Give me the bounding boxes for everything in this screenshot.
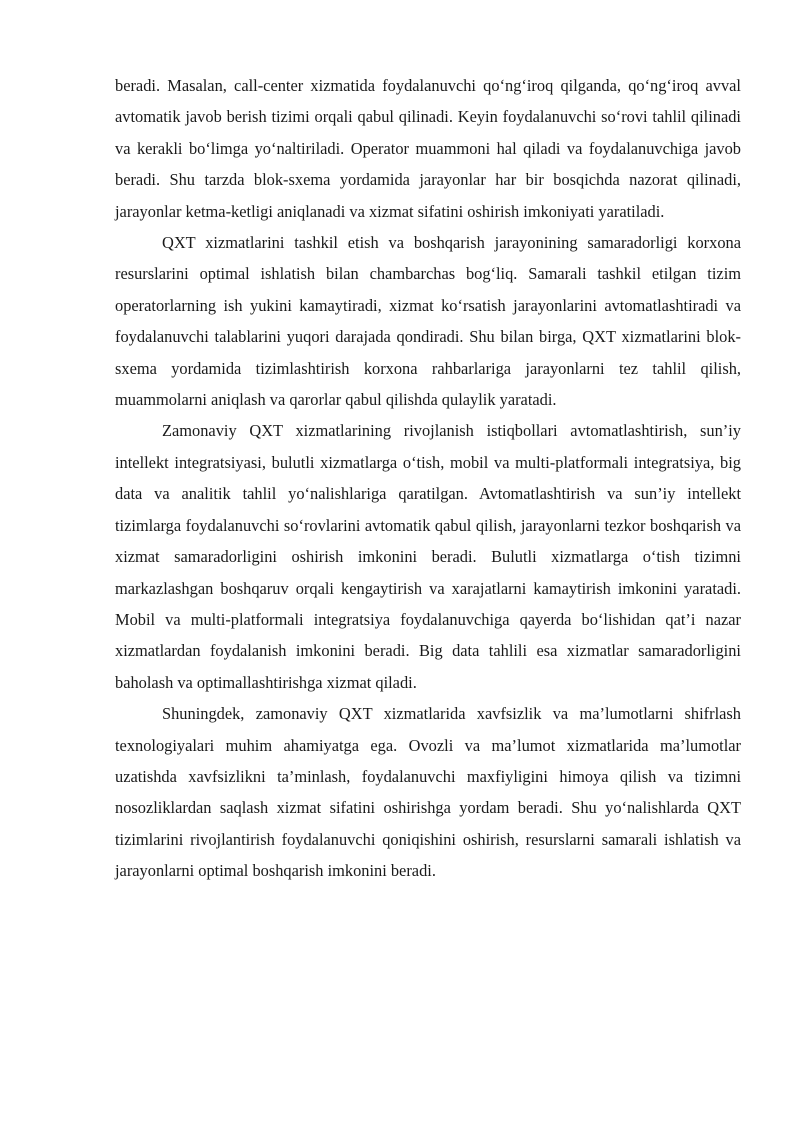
document-page [115, 70, 741, 887]
paragraph-2: QXT xizmatlarini tashkil etish va boshqarish jarayonining samaradorligi korxona resurslarini optimal ishlatish bilan chambarchas bog‘liq. Samarali tashkil etilgan tizim operatorlarning ish yukini kamaytiradi, xizmat ko‘rsatish jarayonlarini avtomatlashtiradi va foydalanuvchi talablarini yuqori darajada qondiradi. Shu bilan birga, QXT xizmatlarini blok-sxema yordamida tizimlashtirish korxona rahbarlariga jarayonlarni tez tahlil qilish, muammolarni aniqlash va qarorlar qabul qilishda qulaylik yaratadi. [115, 233, 741, 410]
paragraph-4: Shuningdek, zamonaviy QXT xizmatlarida xavfsizlik va ma’lumotlarni shifrlash texnologiyalari muhim ahamiyatga ega. Ovozli va ma’lumot xizmatlarida ma’lumotlar uzatishda xavfsizlikni ta’minlash, foydalanuvchi maxfiyligini himoya qilish va tizimni nosozliklardan saqlash xizmat sifatini oshirishga yordam beradi. Shu yo‘nalishlarda QXT tizimlarini rivojlantirish foydalanuvchi qoniqishini oshirish, resurslarni samarali ishlatish va jarayonlarni optimal boshqarish imkonini beradi. [115, 704, 741, 881]
paragraph-1: beradi. Masalan, call-center xizmatida foydalanuvchi qo‘ng‘iroq qilganda, qo‘ng‘iroq avval avtomatik javob berish tizimi orqali qabul qilinadi. Keyin foydalanuvchi so‘rovi tahlil qilinadi va kerakli bo‘limga yo‘naltiriladi. Operator muammoni hal qiladi va foydalanuvchiga javob beradi. Shu tarzda blok-sxema yordamida jarayonlar har bir bosqichda nazorat qilinadi, jarayonlar ketma-ketligi aniqlanadi va xizmat sifatini oshirish imkoniyati yaratiladi. [115, 76, 741, 221]
paragraph-3: Zamonaviy QXT xizmatlarining rivojlanish istiqbollari avtomatlashtirish, sun’iy intellekt integratsiyasi, bulutli xizmatlarga o‘tish, mobil va multi-platformali integratsiya, big data va analitik tahlil yo‘nalishlariga qaratilgan. Avtomatlashtirish va sun’iy intellekt tizimlarga foydalanuvchi so‘rovlarini avtomatik qabul qilish, jarayonlarni tezkor boshqarish va xizmat samaradorligini oshirish imkonini beradi. Bulutli xizmatlarga o‘tish tizimni markazlashgan boshqaruv orqali kengaytirish va xarajatlarni kamaytirish imkonini yaratadi. Mobil va multi-platformali integratsiya foydalanuvchiga qayerda bo‘lishidan qat’i nazar xizmatlardan foydalanish imkonini beradi. Big data tahlili esa xizmatlar samaradorligini baholash va optimallashtirishga xizmat qiladi. [115, 421, 741, 692]
